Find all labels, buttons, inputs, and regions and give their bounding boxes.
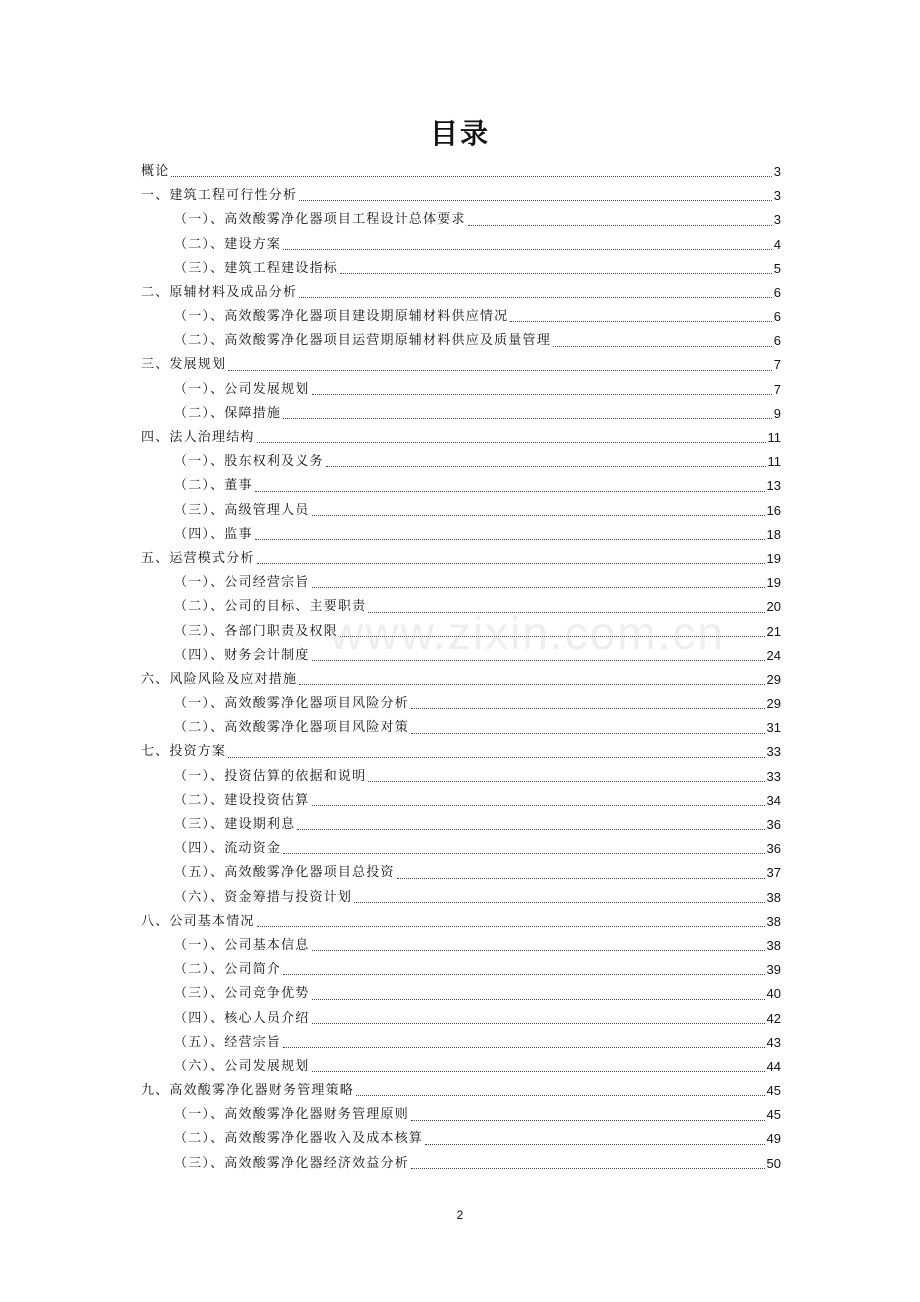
dot-leader	[312, 1071, 765, 1072]
toc-entry[interactable]	[141, 305, 781, 329]
page-number-footer: 2	[456, 1208, 464, 1222]
toc-entry-title: （六）、公司发展规划	[174, 1058, 310, 1074]
dot-leader	[255, 491, 765, 492]
toc-entry[interactable]	[141, 1007, 781, 1031]
toc-entry[interactable]	[141, 571, 781, 595]
toc-entry[interactable]	[141, 595, 781, 619]
toc-entry-title: （三）、建筑工程建设指标	[174, 260, 338, 276]
toc-entry[interactable]	[141, 910, 781, 934]
toc-entry[interactable]	[141, 450, 781, 474]
dot-leader	[283, 1047, 764, 1048]
toc-entry-page: 44	[766, 1058, 781, 1074]
toc-entry-title: （三）、各部门职责及权限	[174, 623, 338, 639]
dot-leader	[425, 1144, 764, 1145]
toc-entry[interactable]	[141, 1031, 781, 1055]
toc-entry-page: 7	[773, 381, 781, 397]
dot-leader	[257, 926, 765, 927]
toc-entry[interactable]	[141, 160, 781, 184]
toc-entry-page: 11	[767, 430, 781, 446]
toc-entry-title: （五）、高效酸雾净化器项目总投资	[174, 865, 395, 881]
toc-entry-title: （二）、建设方案	[174, 236, 282, 252]
dot-leader	[283, 418, 772, 419]
toc-entry-page: 19	[766, 550, 781, 566]
toc-entry[interactable]	[141, 692, 781, 716]
toc-entry-title: 二、原辅材料及成品分析	[141, 284, 298, 300]
dot-leader	[340, 636, 765, 637]
toc-entry-page: 6	[773, 309, 781, 325]
toc-entry-title: 概论	[141, 163, 170, 179]
page-title: 目录	[429, 117, 490, 150]
dot-leader	[312, 999, 765, 1000]
toc-entry[interactable]	[141, 281, 781, 305]
dot-leader	[312, 805, 765, 806]
toc-entry[interactable]	[141, 861, 781, 885]
dot-leader	[283, 249, 772, 250]
toc-entry-page: 38	[766, 937, 781, 953]
dot-leader	[171, 176, 771, 177]
toc-entry-title: （三）、高级管理人员	[174, 502, 310, 518]
toc-entry-title: （三）、建设期利息	[174, 817, 296, 833]
toc-entry[interactable]	[141, 402, 781, 426]
toc-entry-page: 11	[767, 454, 781, 470]
toc-entry-page: 24	[766, 647, 781, 663]
toc-entry-title: 一、建筑工程可行性分析	[141, 188, 298, 204]
dot-leader	[257, 442, 766, 443]
toc-entry-title: （一）、公司经营宗旨	[174, 575, 310, 591]
toc-entry[interactable]	[141, 547, 781, 571]
dot-leader	[299, 684, 764, 685]
toc-entry-page: 39	[766, 962, 781, 978]
toc-entry-title: （一）、高效酸雾净化器项目建设期原辅材料供应情况	[174, 309, 509, 325]
toc-entry[interactable]	[141, 837, 781, 861]
dot-leader	[312, 660, 765, 661]
toc-entry-title: 九、高效酸雾净化器财务管理策略	[141, 1083, 355, 1099]
toc-entry-title: （二）、建设投资估算	[174, 792, 310, 808]
dot-leader	[228, 757, 764, 758]
toc-entry-page: 3	[773, 188, 781, 204]
toc-entry-title: （一）、高效酸雾净化器项目风险分析	[174, 696, 409, 712]
toc-entry-page: 50	[766, 1155, 781, 1171]
dot-leader	[368, 612, 764, 613]
dot-leader	[255, 539, 765, 540]
toc-entry[interactable]	[141, 982, 781, 1006]
toc-entry-page: 36	[766, 817, 781, 833]
toc-entry[interactable]	[141, 523, 781, 547]
toc-entry-title: （一）、公司基本信息	[174, 937, 310, 953]
dot-leader	[411, 1120, 765, 1121]
dot-leader	[312, 950, 765, 951]
toc-entry-page: 37	[766, 865, 781, 881]
toc-entry-title: （一）、股东权利及义务	[174, 454, 324, 470]
toc-entry-title: 七、投资方案	[141, 744, 227, 760]
toc-entry-page: 18	[766, 526, 781, 542]
toc-entry-page: 40	[766, 986, 781, 1002]
toc-entry-page: 49	[766, 1131, 781, 1147]
toc-entry[interactable]	[141, 1128, 781, 1152]
toc-entry[interactable]	[141, 789, 781, 813]
toc-entry-title: （二）、董事	[174, 478, 253, 494]
toc-entry-page: 45	[766, 1083, 781, 1099]
toc-entry-page: 4	[773, 236, 781, 252]
toc-entry[interactable]	[141, 354, 781, 378]
toc-entry-title: （三）、公司竞争优势	[174, 986, 310, 1002]
toc-entry-title: 五、运营模式分析	[141, 550, 255, 566]
dot-leader	[297, 829, 764, 830]
toc-entry[interactable]	[141, 184, 781, 208]
dot-leader	[340, 273, 772, 274]
dot-leader	[411, 1168, 765, 1169]
toc-entry-title: （四）、监事	[174, 526, 253, 542]
toc-entry-page: 29	[766, 696, 781, 712]
toc-entry-title: 四、法人治理结构	[141, 430, 255, 446]
toc-entry-page: 34	[766, 792, 781, 808]
toc-entry[interactable]	[141, 499, 781, 523]
toc-entry-page: 20	[766, 599, 781, 615]
toc-entry-page: 16	[766, 502, 781, 518]
toc-entry-title: 八、公司基本情况	[141, 913, 255, 929]
toc-entry[interactable]	[141, 934, 781, 958]
toc-entry-page: 3	[773, 212, 781, 228]
toc-entry[interactable]	[141, 1103, 781, 1127]
toc-entry-title: （一）、高效酸雾净化器项目工程设计总体要求	[174, 212, 466, 228]
toc-entry-page: 6	[773, 333, 781, 349]
dot-leader	[397, 878, 765, 879]
toc-entry-title: （一）、投资估算的依据和说明	[174, 768, 367, 784]
dot-leader	[326, 466, 766, 467]
toc-entry-page: 21	[766, 623, 781, 639]
toc-entry[interactable]	[141, 329, 781, 353]
toc-entry-title: （三）、高效酸雾净化器经济效益分析	[174, 1155, 409, 1171]
toc-entry-title: （二）、高效酸雾净化器项目运营期原辅材料供应及质量管理	[174, 333, 551, 349]
toc-entry-page: 36	[766, 841, 781, 857]
toc-entry[interactable]	[141, 886, 781, 910]
toc-entry-page: 19	[766, 575, 781, 591]
dot-leader	[283, 974, 764, 975]
toc-entry[interactable]	[141, 741, 781, 765]
dot-leader	[283, 853, 764, 854]
dot-leader	[354, 902, 764, 903]
toc-entry[interactable]	[141, 1079, 781, 1103]
toc-entry-title: （四）、流动资金	[174, 841, 282, 857]
dot-leader	[257, 563, 765, 564]
toc-entry-page: 3	[773, 163, 781, 179]
toc-entry[interactable]	[141, 958, 781, 982]
toc-entry[interactable]	[141, 208, 781, 232]
toc-entry[interactable]	[141, 620, 781, 644]
dot-leader	[312, 587, 765, 588]
toc-entry-title: 三、发展规划	[141, 357, 227, 373]
toc-entry-page: 31	[766, 720, 781, 736]
toc-entry-title: （二）、公司的目标、主要职责	[174, 599, 367, 615]
toc-entry-page: 6	[773, 284, 781, 300]
toc-entry-title: （二）、保障措施	[174, 405, 282, 421]
toc-entry-page: 43	[766, 1034, 781, 1050]
dot-leader	[312, 1023, 765, 1024]
toc-entry[interactable]	[141, 1055, 781, 1079]
toc-entry[interactable]	[141, 1152, 781, 1176]
toc-entry-title: （二）、高效酸雾净化器项目风险对策	[174, 720, 409, 736]
toc-entry[interactable]	[141, 668, 781, 692]
toc-entry-page: 5	[773, 260, 781, 276]
toc-entry-page: 45	[766, 1107, 781, 1123]
toc-entry-page: 38	[766, 913, 781, 929]
watermark: www.zixin.com.cn	[330, 607, 725, 659]
toc-entry-page: 33	[766, 768, 781, 784]
toc-entry[interactable]	[141, 716, 781, 740]
toc-entry-title: （四）、财务会计制度	[174, 647, 310, 663]
toc-entry-title: （四）、核心人员介绍	[174, 1010, 310, 1026]
toc-entry[interactable]	[141, 378, 781, 402]
dot-leader	[299, 200, 772, 201]
toc-entry[interactable]	[141, 257, 781, 281]
toc-entry-page: 38	[766, 889, 781, 905]
toc-entry-title: （六）、资金筹措与投资计划	[174, 889, 353, 905]
dot-leader	[411, 708, 765, 709]
toc-entry[interactable]	[141, 426, 781, 450]
dot-leader	[368, 781, 764, 782]
toc-entry-title: 六、风险风险及应对措施	[141, 671, 298, 687]
dot-leader	[299, 297, 772, 298]
dot-leader	[553, 346, 772, 347]
toc-entry-page: 33	[766, 744, 781, 760]
toc-entry-title: （一）、高效酸雾净化器财务管理原则	[174, 1107, 409, 1123]
toc-entry[interactable]	[141, 813, 781, 837]
toc-entry-title: （五）、经营宗旨	[174, 1034, 282, 1050]
toc-entry[interactable]	[141, 233, 781, 257]
toc-entry[interactable]	[141, 644, 781, 668]
toc-entry-page: 9	[773, 405, 781, 421]
dot-leader	[510, 321, 771, 322]
dot-leader	[312, 394, 772, 395]
toc-entry-page: 42	[766, 1010, 781, 1026]
toc-entry-title: （二）、公司简介	[174, 962, 282, 978]
dot-leader	[228, 370, 772, 371]
toc-entry[interactable]	[141, 474, 781, 498]
toc-entry[interactable]	[141, 765, 781, 789]
dot-leader	[411, 733, 765, 734]
toc-entry-title: （一）、公司发展规划	[174, 381, 310, 397]
dot-leader	[356, 1095, 765, 1096]
table-of-contents	[141, 160, 781, 1176]
dot-leader	[312, 515, 765, 516]
toc-entry-title: （二）、高效酸雾净化器收入及成本核算	[174, 1131, 424, 1147]
toc-entry-page: 13	[766, 478, 781, 494]
toc-entry-page: 7	[773, 357, 781, 373]
dot-leader	[468, 225, 772, 226]
toc-entry-page: 29	[766, 671, 781, 687]
